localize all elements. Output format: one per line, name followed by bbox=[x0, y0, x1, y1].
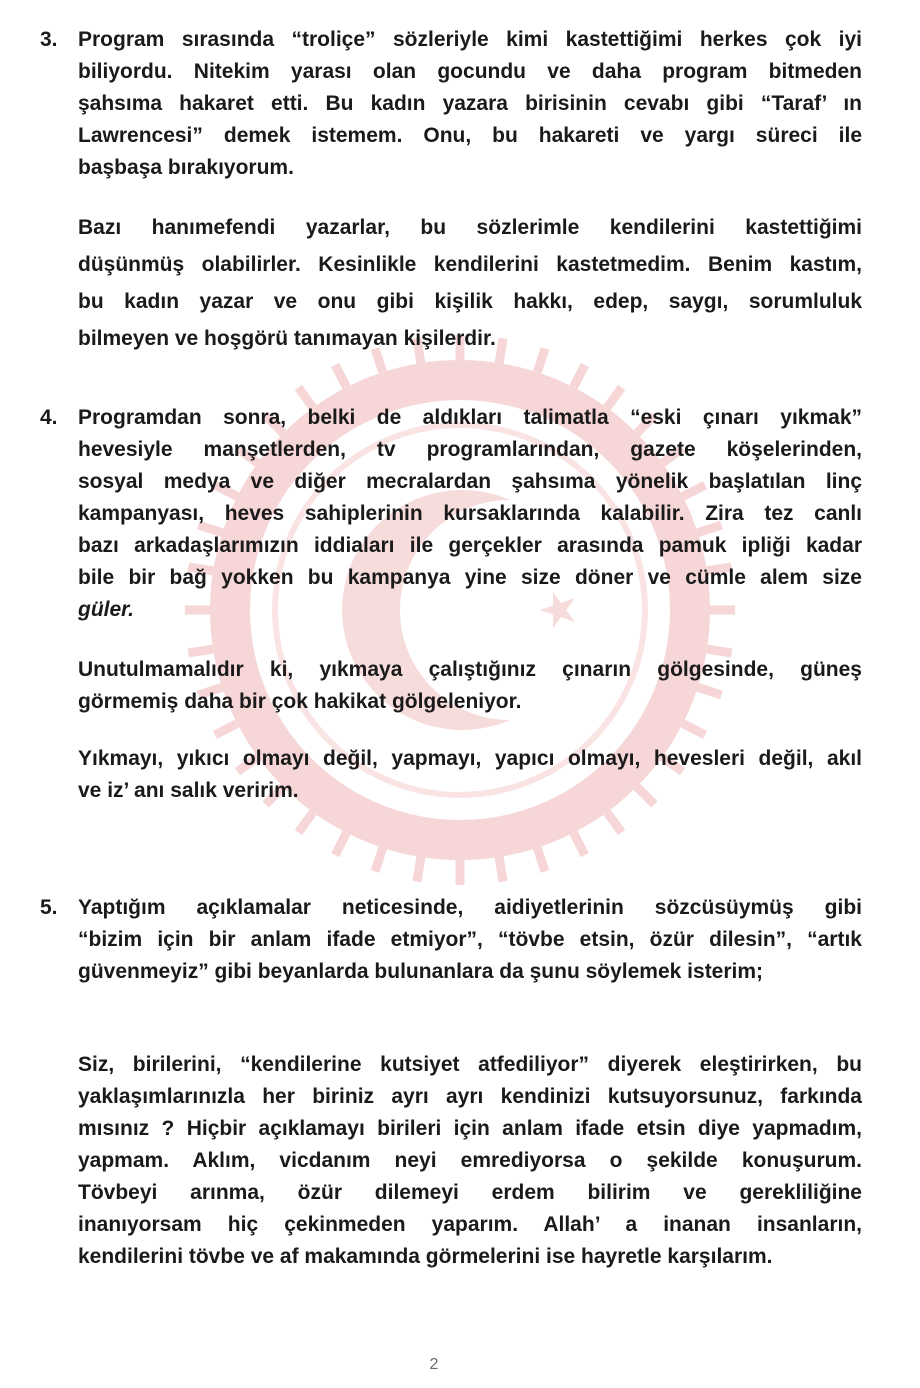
text-line: güler. bbox=[78, 598, 135, 621]
text-line: kendilerini tövbe ve af makamında görmelerini ise hayretle karşılarım. bbox=[78, 1245, 773, 1268]
text-line: Tövbeyi arınma, özür dilemeyi erdem bilirim ve gerekliliğine bbox=[78, 1181, 862, 1204]
paragraph bbox=[78, 209, 862, 357]
text-line: Bazı hanımefendi yazarlar, bu sözlerimle kendilerini kastettiğimi bbox=[78, 216, 862, 239]
paragraph bbox=[78, 892, 862, 988]
text-line: Programdan sonra, belki de aldıkları talimatla “eski çınarı yıkmak” bbox=[78, 406, 862, 429]
text-line: Yaptığım açıklamalar neticesinde, aidiyetlerinin sözcüsüymüş gibi bbox=[78, 896, 862, 919]
text-line: Siz, birilerini, “kendilerine kutsiyet atfediliyor” diyerek eleştirirken, bu bbox=[78, 1053, 862, 1076]
text-line: bazı arkadaşlarımızın iddiaları ile gerçekler arasında pamuk ipliği kadar bbox=[78, 534, 862, 557]
text-line: sosyal medya ve diğer mecralardan şahsıma yönelik başlatılan linç bbox=[78, 470, 862, 493]
text-line: biliyordu. Nitekim yarası olan gocundu ve daha program bitmeden bbox=[78, 60, 862, 83]
text-line: yapmam. Aklım, vicdanım neyi emrediyorsa o şekilde konuşurum. bbox=[78, 1149, 862, 1172]
text-line: inanıyorsam hiç çekinmeden yaparım. Allah’ a inanan insanların, bbox=[78, 1213, 862, 1236]
text-line: düşünmüş olabilirler. Kesinlikle kendilerini kastetmedim. Benim kastım, bbox=[78, 253, 862, 276]
text-line: mısınız ? Hiçbir açıklamayı birileri için anlam ifade etsin diye yapmadım, bbox=[78, 1117, 862, 1140]
text-line: “bizim için bir anlam ifade etmiyor”, “tövbe etsin, özür dilesin”, “artık bbox=[78, 928, 862, 951]
paragraph bbox=[78, 654, 862, 718]
text-line: Unutulmamalıdır ki, yıkmaya çalıştığınız çınarın gölgesinde, güneş bbox=[78, 658, 862, 681]
paragraph bbox=[78, 402, 862, 626]
paragraph bbox=[78, 743, 862, 807]
paragraph bbox=[78, 24, 862, 184]
page-number: 2 bbox=[429, 1356, 439, 1373]
section-number: 3. bbox=[40, 28, 58, 51]
text-line: Yıkmayı, yıkıcı olmayı değil, yapmayı, yapıcı olmayı, hevesleri değil, akıl bbox=[78, 747, 862, 770]
text-line: ve iz’ anı salık veririm. bbox=[78, 779, 299, 802]
text-line: Lawrencesi” demek istemem. Onu, bu hakareti ve yargı süreci ile bbox=[78, 124, 862, 147]
text-line: bu kadın yazar ve onu gibi kişilik hakkı, edep, saygı, sorumluluk bbox=[78, 290, 862, 313]
text-line: bile bir bağ yokken bu kampanya yine size döner ve cümle alem size bbox=[78, 566, 862, 589]
paragraph bbox=[78, 1049, 862, 1273]
text-line: kampanyası, heves sahiplerinin kursaklarında kalabilir. Zira tez canlı bbox=[78, 502, 862, 525]
text-line: Program sırasında “troliçe” sözleriyle kimi kastettiğimi herkes çok iyi bbox=[78, 28, 862, 51]
text-line: görmemiş daha bir çok hakikat gölgeleniyor. bbox=[78, 690, 522, 713]
text-line: yaklaşımlarınızla her biriniz ayrı ayrı kendinizi kutsuyorsunuz, farkında bbox=[78, 1085, 862, 1108]
text-line: güvenmeyiz” gibi beyanlarda bulunanlara da şunu söylemek isterim; bbox=[78, 960, 764, 983]
text-line: şahsıma hakaret etti. Bu kadın yazara birisinin cevabı gibi “Taraf’ ın bbox=[78, 92, 862, 115]
text-line: başbaşa bırakıyorum. bbox=[78, 156, 294, 179]
text-line: bilmeyen ve hoşgörü tanımayan kişilerdir. bbox=[78, 327, 496, 350]
text-line: hevesiyle manşetlerden, tv programlarından, gazete köşelerinden, bbox=[78, 438, 862, 461]
section-number: 5. bbox=[40, 896, 58, 919]
section-number: 4. bbox=[40, 406, 58, 429]
